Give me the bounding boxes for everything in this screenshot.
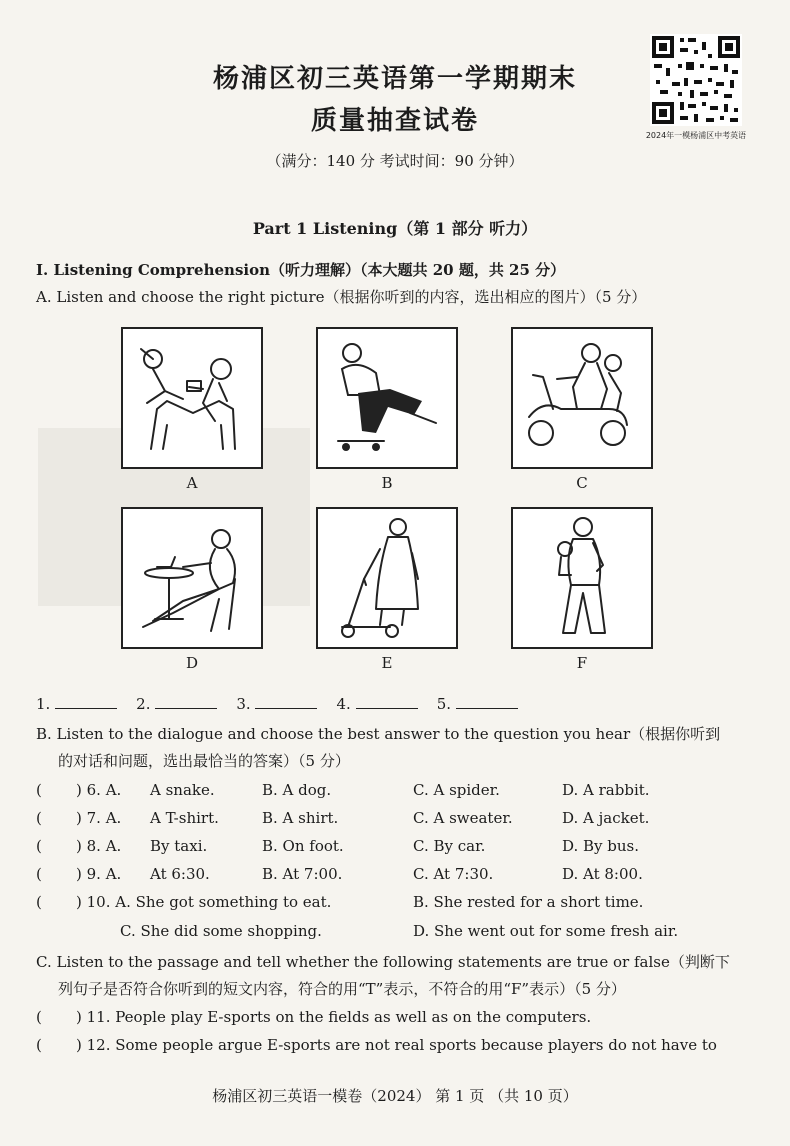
page-footer: 杨浦区初三英语一模卷（2024） 第 1 页 （共 10 页） <box>212 1087 578 1105</box>
sectionC-instruction-line1: C. Listen to the passage and tell whether the following statements are true or false（判断下 <box>36 953 730 971</box>
exam-info: （满分：140 分 考试时间：90 分钟） <box>266 152 524 170</box>
statement-text: ) 12. Some people argue E-sports are not real sports because players do not have to <box>76 1036 717 1054</box>
answer-blank-2[interactable] <box>155 694 217 709</box>
picture-a-label: A <box>186 474 198 492</box>
picture-c-label: C <box>576 474 588 492</box>
option-b: B. A shirt. <box>262 809 339 827</box>
exam-title-line1: 杨浦区初三英语第一学期期末 <box>212 64 577 94</box>
option-b: B. On foot. <box>262 837 344 855</box>
person-at-laptop-icon <box>123 509 261 647</box>
answer-bracket[interactable]: ( <box>36 1036 42 1054</box>
option-a: ) 10. A. She got something to eat. <box>76 893 332 911</box>
sectionB-instruction-line1: B. Listen to the dialogue and choose the best answer to the question you hear（根据你听到 <box>36 725 721 743</box>
parent-child-icon <box>513 509 651 647</box>
option-c: C. At 7:30. <box>413 865 494 883</box>
option-d: D. By bus. <box>562 837 640 855</box>
sectionC-instruction-line2: 列句子是否符合你听到的短文内容，符合的用“T”表示，不符合的用“F”表示）（5 分） <box>58 980 626 998</box>
picture-a <box>121 327 263 469</box>
option-b: B. She rested for a short time. <box>413 893 644 911</box>
option-c: C. By car. <box>413 837 486 855</box>
question-number: ) 8. A. <box>76 837 122 855</box>
option-d: D. A jacket. <box>562 809 650 827</box>
answer-number: 3. <box>236 695 251 713</box>
answer-number: 1. <box>36 695 51 713</box>
kick-scooter-icon <box>318 509 456 647</box>
section1-heading: Ⅰ. Listening Comprehension（听力理解）（本大题共 20 题，共 25 分） <box>36 261 566 279</box>
question-10 <box>36 893 756 945</box>
statement-text: ) 11. People play E-sports on the fields as well as on the computers. <box>76 1008 592 1026</box>
picture-b-label: B <box>381 474 393 492</box>
answer-blank-5[interactable] <box>456 694 518 709</box>
option-d: D. A rabbit. <box>562 781 650 799</box>
option-c: C. A sweater. <box>413 809 513 827</box>
part1-heading: Part 1 Listening（第 1 部分 听力） <box>252 219 538 238</box>
skateboarder-icon <box>318 329 456 467</box>
answer-bracket[interactable]: ( <box>36 781 42 799</box>
option-a: A snake. <box>150 781 215 799</box>
people-on-sofa-icon <box>123 329 261 467</box>
answer-bracket[interactable]: ( <box>36 865 42 883</box>
statement-12 <box>36 1036 756 1058</box>
picture-b <box>316 327 458 469</box>
picture-c <box>511 327 653 469</box>
option-a: By taxi. <box>150 837 208 855</box>
question-7 <box>36 809 756 831</box>
option-a: At 6:30. <box>150 865 210 883</box>
sectionB-instruction-line2: 的对话和问题，选出最恰当的答案）（5 分） <box>58 752 350 770</box>
option-a: A T-shirt. <box>150 809 219 827</box>
answer-bracket[interactable]: ( <box>36 809 42 827</box>
answer-blanks-row <box>36 694 518 713</box>
qr-caption: 2024年一模杨浦区中考英语 <box>645 131 747 140</box>
option-d: D. At 8:00. <box>562 865 643 883</box>
option-b: B. At 7:00. <box>262 865 343 883</box>
question-9 <box>36 865 756 887</box>
sectionA-instruction: A. Listen and choose the right picture（根据你听到的内容，选出相应的图片）（5 分） <box>36 288 647 306</box>
option-b: B. A dog. <box>262 781 332 799</box>
picture-d-label: D <box>185 654 199 672</box>
exam-title-line2: 质量抽查试卷 <box>310 106 479 136</box>
question-6 <box>36 781 756 803</box>
question-number: ) 9. A. <box>76 865 122 883</box>
picture-e-label: E <box>381 654 393 672</box>
picture-e <box>316 507 458 649</box>
question-8 <box>36 837 756 859</box>
answer-bracket[interactable]: ( <box>36 893 42 911</box>
qr-code <box>650 34 742 126</box>
answer-blank-3[interactable] <box>255 694 317 709</box>
picture-f <box>511 507 653 649</box>
answer-bracket[interactable]: ( <box>36 1008 42 1026</box>
answer-blank-4[interactable] <box>356 694 418 709</box>
question-number: ) 6. A. <box>76 781 122 799</box>
answer-number: 4. <box>336 695 351 713</box>
answer-bracket[interactable]: ( <box>36 837 42 855</box>
option-c: C. A spider. <box>413 781 500 799</box>
answer-blank-1[interactable] <box>55 694 117 709</box>
statement-11 <box>36 1008 756 1030</box>
scooter-riders-icon <box>513 329 651 467</box>
answer-number: 5. <box>436 695 451 713</box>
picture-d <box>121 507 263 649</box>
option-c: C. She did some shopping. <box>120 922 322 940</box>
picture-f-label: F <box>576 654 588 672</box>
option-d: D. She went out for some fresh air. <box>413 922 679 940</box>
question-number: ) 7. A. <box>76 809 122 827</box>
answer-number: 2. <box>136 695 151 713</box>
